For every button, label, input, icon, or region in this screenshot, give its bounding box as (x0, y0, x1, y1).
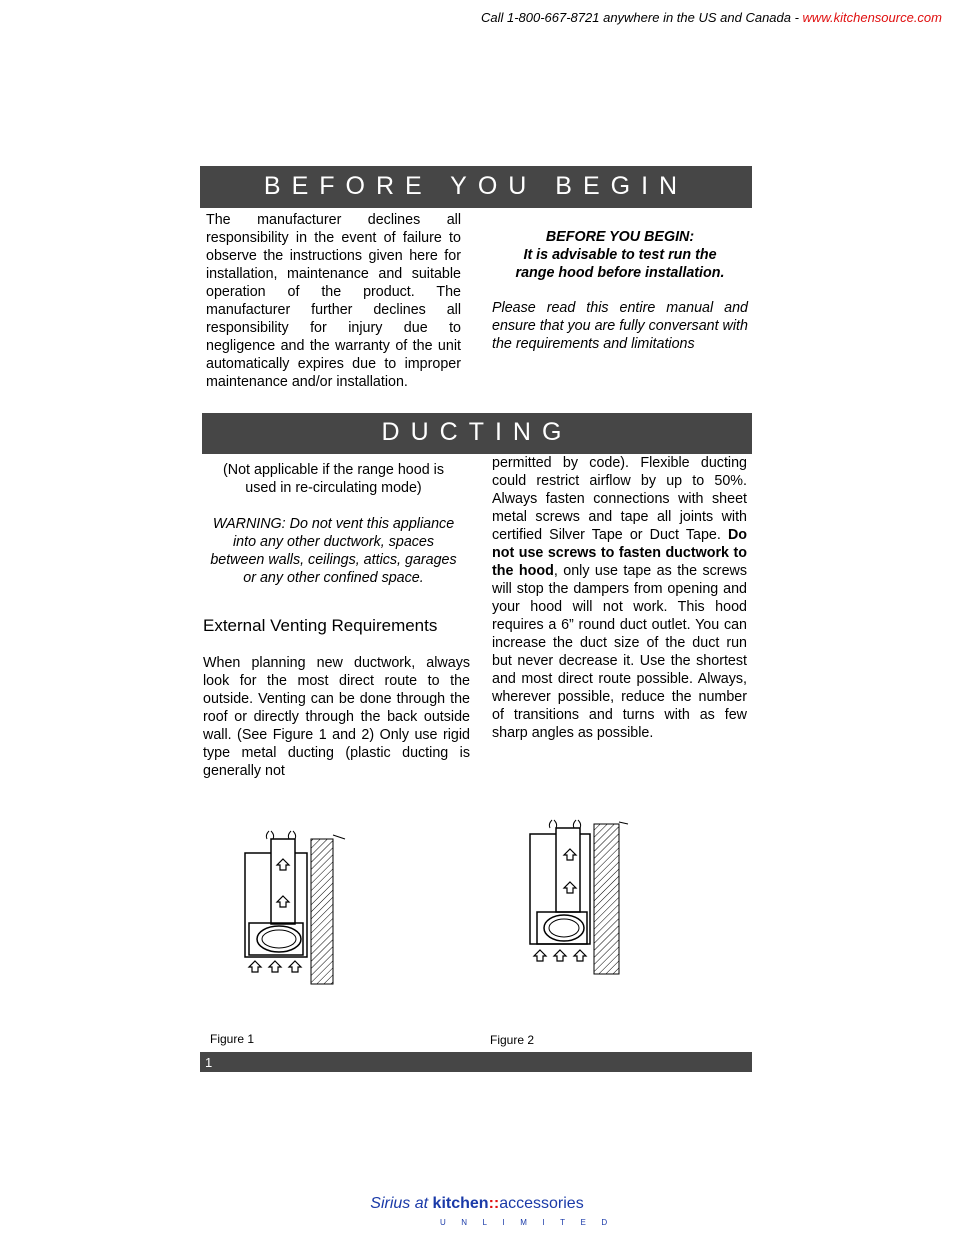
brand-logo (0, 1195, 954, 1213)
screws-warning: Do not use screws to fasten ductwork to the hood (492, 527, 747, 579)
venting-body-right-part2: , only use tape as the screws will stop the dampers from opening and your hood will not work. This hood requires a 6” round duct outlet. You can increase the duct size of the duct run but never decrease it. Use the shortest and most direct route possible. Always, wherever possible, reduce the number of transitions and turns with as few sharp angles as possible. (492, 563, 747, 741)
section-title-before-you-begin: BEFORE YOU BEGIN (200, 166, 752, 208)
brand-accessories: accessories (499, 1195, 584, 1212)
page-number: 1 (205, 1055, 213, 1070)
figure-1-caption: Figure 1 (210, 1032, 255, 1046)
read-manual-note: Please read this entire manual and ensure that you are fully conversant with the requirements and limitations (492, 300, 748, 352)
brand-kitchen: kitchen (432, 1195, 489, 1212)
callout-line-2: It is advisable to test run the (523, 247, 717, 263)
brand-unlimited: UNLIMITED (440, 1218, 623, 1227)
disclaimer-text: The manufacturer declines all responsibility in the event of failure to observe the instructions given here for installation, maintenance and suitable operation of the product. The manufacturer further declines all responsibility for injury due to negligence and the warranty of the unit automatically expires due to improper maintenance and/or installation. (206, 212, 461, 390)
warning-text: WARNING: Do not vent this appliance into any other ductwork, spaces between walls, ceilings, attics, garages or any other confined space. (210, 516, 457, 586)
contact-text: Call 1-800-667-8721 anywhere in the US and Canada - (480, 10, 803, 25)
venting-body-right (492, 454, 747, 742)
callout-box (492, 228, 748, 282)
callout-line-1: BEFORE YOU BEGIN: (545, 229, 695, 245)
wall-hatching (594, 824, 619, 974)
external-venting-heading: External Venting Requirements (203, 616, 438, 635)
figure-2-caption: Figure 2 (490, 1033, 535, 1047)
venting-body-left: When planning new ductwork, always look for the most direct route to the outside. Venting can be done through the roof or directly through the back outside wall. (See Figure 1 and 2) Only use rigid type metal ducting (plastic ducting is generally not (203, 655, 470, 779)
wall-hatching (311, 839, 333, 984)
not-applicable-note: (Not applicable if the range hood is used in re-circulating mode) (223, 462, 444, 496)
footer-bar (200, 1052, 752, 1072)
section-title-ducting: DUCTING (202, 413, 752, 454)
duct-outline (556, 828, 580, 912)
figure-1-roof-venting-diagram (235, 825, 355, 990)
figure-2-wall-venting-diagram (520, 812, 640, 982)
venting-body-right-part1: permitted by code). Flexible ducting could restrict airflow by up to 50%. Always fasten connections with sheet metal screws and tape all joints with certified Silver Tape or Duct Tape. (492, 455, 747, 543)
website-link[interactable]: www.kitchensource.com (802, 10, 942, 25)
duct-outline (271, 839, 295, 924)
callout-line-3: range hood before installation. (515, 265, 725, 281)
brand-sirius: Sirius at (370, 1195, 433, 1212)
contact-line (481, 10, 942, 25)
brand-dots: :: (488, 1195, 500, 1212)
